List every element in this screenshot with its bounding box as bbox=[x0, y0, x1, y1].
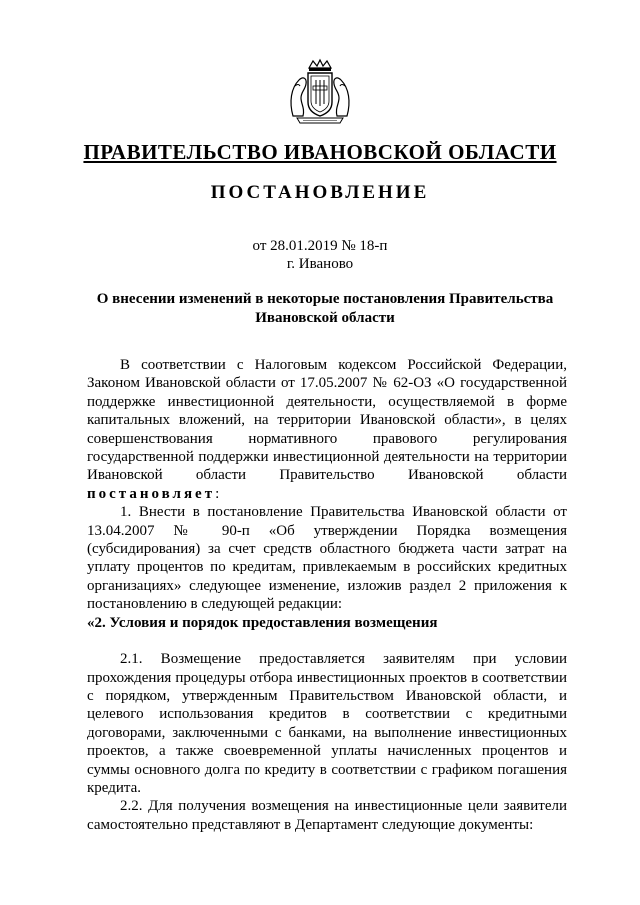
government-title: ПРАВИТЕЛЬСТВО ИВАНОВСКОЙ ОБЛАСТИ bbox=[83, 140, 557, 164]
document-body bbox=[87, 356, 567, 834]
city-name: г. Иваново bbox=[286, 256, 354, 272]
spacer bbox=[87, 632, 567, 650]
item-2-1-paragraph: 2.1. Возмещение предоставляется заявителям при условии прохождения процедуры отбора инвестиционных проектов в соответствии с порядком, утвержденным Правительством Ивановской области, и целевого использования кредитов в соответствии с кредитными договорами, заключенными с банками, на выполнение инвестиционных проектов, а также своевременной уплаты начисленных процентов и суммы основного долга по кредиту в соответствии с графиком погашения кредита. bbox=[87, 651, 567, 796]
item-2-2-paragraph: 2.2. Для получения возмещения на инвестиционные цели заявители самостоятельно представляют в Департамент следующие документы: bbox=[87, 798, 567, 833]
decree-colon: : bbox=[215, 485, 220, 502]
date-and-number: от 28.01.2019 № 18-п bbox=[252, 238, 388, 254]
preamble-text: В соответствии с Налоговым кодексом Российской Федерации, Законом Ивановской области от 17.05.2007 № 62-ОЗ «О государственной поддержке инвестиционной деятельности, осуществляемой в форме капитальных вложений, на территории Ивановской области», в целях совершенствования нормативного правового регулирования государственной поддержки инвестиционной деятельности на территории Ивановской области Правительство Ивановской области bbox=[87, 357, 567, 484]
decree-word: постановляет bbox=[87, 485, 216, 502]
document-subject: О внесении изменений в некоторые постановления Правительства Ивановской области bbox=[96, 291, 554, 326]
preamble-paragraph bbox=[87, 356, 567, 503]
coat-of-arms-emblem-icon bbox=[287, 58, 353, 126]
document-type-title: ПОСТАНОВЛЕНИЕ bbox=[210, 182, 430, 203]
item-1-paragraph: 1. Внести в постановление Правительства Ивановской области от 13.04.2007 № 90-п «Об утверждении Порядка возмещения (субсидирования) за счет средств областного бюджета части затрат на уплату процентов по кредитам, привлекаемым в российских кредитных организациях» следующее изменение, изложив раздел 2 приложения к постановлению в следующей редакции: bbox=[87, 504, 567, 613]
section-heading: «2. Условия и порядок предоставления возмещения bbox=[87, 614, 438, 631]
